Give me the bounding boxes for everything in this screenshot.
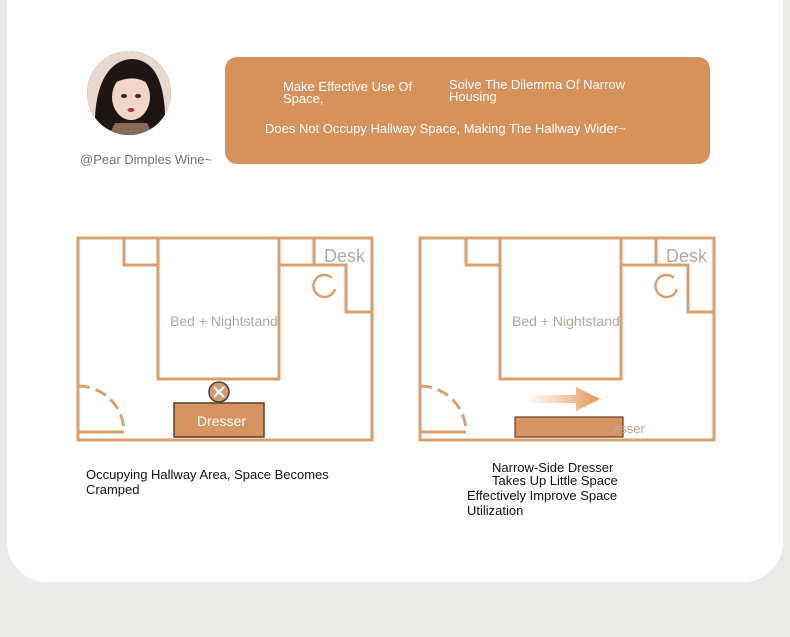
desk-outline — [656, 265, 714, 312]
chair-icon — [313, 275, 335, 297]
nightstand-outline — [466, 238, 500, 265]
dresser-label: Dresser — [197, 413, 247, 429]
caption-line-2: Takes Up Little Space — [492, 473, 618, 488]
door-swing — [420, 386, 466, 432]
desk-label: Desk — [324, 246, 366, 266]
nightstand-outline — [621, 238, 656, 265]
banner-line-2: Solve The Dilemma Of Narrow Housing — [449, 77, 626, 104]
caption-line-1: Narrow-Side Dresser — [492, 460, 614, 475]
chair-icon — [655, 275, 677, 297]
arrow-right-icon — [526, 387, 600, 411]
floor-plan-cramped — [76, 236, 376, 444]
profile-handle[interactable]: @Pear Dimples Wine~ — [80, 152, 213, 167]
bed-outline — [158, 238, 279, 379]
caption-improved — [467, 460, 667, 518]
dresser-label: esser — [613, 421, 645, 436]
dresser-block — [515, 417, 623, 437]
bed-outline — [500, 238, 621, 379]
nightstand-outline — [124, 238, 158, 265]
banner-line-3: Does Not Occupy Hallway Space, Making The Hallway Wider~ — [265, 121, 626, 136]
caption-line-3: Effectively Improve Space Utilization — [467, 488, 618, 518]
desk-outline — [314, 265, 372, 312]
bed-label: Bed + Nightstand — [512, 313, 620, 329]
blocked-icon — [209, 382, 229, 402]
avatar[interactable] — [87, 51, 171, 135]
avatar-image — [87, 51, 171, 135]
door-swing — [78, 386, 124, 432]
bed-label: Bed + Nightstand — [170, 313, 278, 329]
nightstand-outline — [279, 238, 314, 265]
floor-plan-improved — [418, 236, 718, 444]
banner-line-1: Make Effective Use Of Space, — [283, 79, 413, 106]
room-wall — [420, 238, 714, 440]
info-banner — [225, 57, 710, 164]
desk-label: Desk — [666, 246, 708, 266]
caption-cramped: Occupying Hallway Area, Space Becomes Cramped — [86, 467, 329, 497]
